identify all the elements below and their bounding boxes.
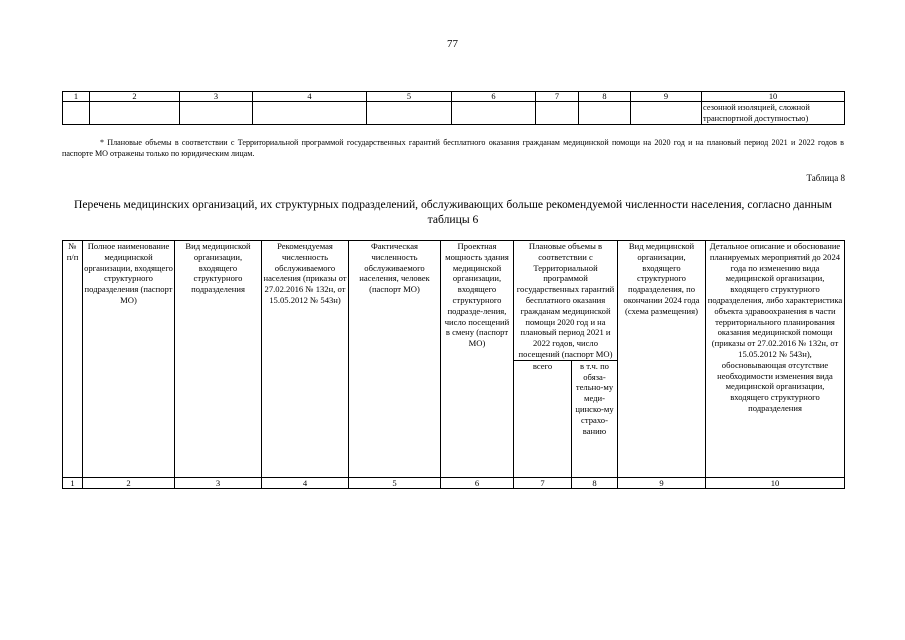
column-number: 3 xyxy=(175,477,262,488)
column-number: 7 xyxy=(536,92,579,102)
table-cell xyxy=(180,102,253,125)
column-number: 10 xyxy=(706,477,845,488)
table-row xyxy=(63,102,845,125)
column-number: 8 xyxy=(579,92,631,102)
footnote: * Плановые объемы в соответствии с Территориальной программой государственных гарантий бесплатного оказания гражданам медицинской помощи на 2020 год и на плановый период 2021 и 2022 годов в паспорте МО отражены только по юридическим лицам. xyxy=(62,138,844,158)
column-number: 7 xyxy=(514,477,572,488)
table-cell xyxy=(367,102,452,125)
header-total: всего xyxy=(514,360,572,477)
header-planned-volumes: Плановые объемы в соответствии с Территориальной программой государственных гарантий бесплатного оказания гражданам медицинской помощи 2020 год и на плановый период 2021 и 2022 годов, число посещений (паспорт МО) xyxy=(514,241,618,361)
header-design-capacity: Проектная мощность здания медицинской организации, входящего структурного подразде-ления, число посещений в смену (паспорт МО) xyxy=(441,241,514,478)
header-org-type: Вид медицинской организации, входящего структурного подразделения xyxy=(175,241,262,478)
header-org-type-2024: Вид медицинской организации, входящего структурного подразделения, по окончании 2024 года (схема размещения) xyxy=(618,241,706,478)
table-cell xyxy=(631,102,702,125)
column-number: 5 xyxy=(367,92,452,102)
header-row xyxy=(63,241,845,361)
column-number: 10 xyxy=(702,92,845,102)
column-number: 9 xyxy=(631,92,702,102)
table-cell xyxy=(90,102,180,125)
header-compulsory-insurance: в т.ч. по обяза-тельно-му меди-цинско-му страхо-ванию xyxy=(572,360,618,477)
table-title: Перечень медицинских организаций, их структурных подразделений, обслуживающих больше рекомендуемой численности населения, согласно данным таблицы 6 xyxy=(74,198,832,226)
column-number: 2 xyxy=(83,477,175,488)
table-cell xyxy=(452,102,536,125)
column-number: 3 xyxy=(180,92,253,102)
table-cell xyxy=(253,102,367,125)
column-number: 4 xyxy=(262,477,349,488)
column-number: 2 xyxy=(90,92,180,102)
header-description: Детальное описание и обоснование планируемых мероприятий до 2024 года по изменению вида медицинской организации, входящего структурного подразделения, либо характеристика объекта здравоохранения в части территориального планирования оказания медицинской помощи (приказы от 27.02.2016 № 132н, от 15.05.2012 № 543н), обосновывающая отсутствие необходимости изменения вида медицинской организации, входящего структурного подразделения xyxy=(706,241,845,478)
column-number: 5 xyxy=(349,477,441,488)
column-number: 9 xyxy=(618,477,706,488)
column-number: 6 xyxy=(452,92,536,102)
column-number-row xyxy=(63,92,845,102)
header-number: № п/п xyxy=(63,241,83,478)
header-actual-population: Фактическая численность обслуживаемого населения, человек (паспорт МО) xyxy=(349,241,441,478)
table-cell xyxy=(536,102,579,125)
column-number: 6 xyxy=(441,477,514,488)
table-cell xyxy=(579,102,631,125)
header-org-name: Полное наименование медицинской организации, входящего структурного подразделения (паспорт МО) xyxy=(83,241,175,478)
column-number: 8 xyxy=(572,477,618,488)
table-cell xyxy=(63,102,90,125)
header-recommended-population: Рекомендуемая численность обслуживаемого населения (приказы от 27.02.2016 № 132н, от 15.05.2012 № 543н) xyxy=(262,241,349,478)
page-number: 77 xyxy=(447,38,458,50)
column-number-row xyxy=(63,477,845,488)
table-cell-description: сезонной изоляцией, сложной транспортной доступностью) xyxy=(702,102,845,125)
previous-table-continuation xyxy=(62,91,845,125)
table-8 xyxy=(62,240,845,489)
column-number: 1 xyxy=(63,92,90,102)
column-number: 4 xyxy=(253,92,367,102)
column-number: 1 xyxy=(63,477,83,488)
table-label: Таблица 8 xyxy=(806,173,845,183)
